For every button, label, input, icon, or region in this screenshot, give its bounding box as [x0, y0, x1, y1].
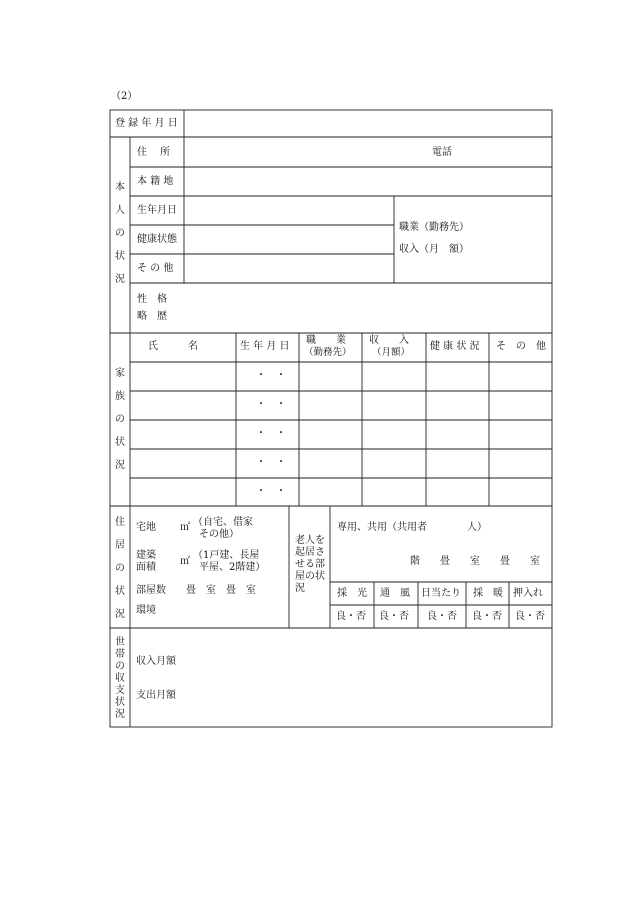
- income-label: 収入（月 額）: [399, 244, 469, 255]
- monthly-income-label: 収入月額: [136, 656, 176, 667]
- condition-label: 採 暖: [473, 588, 503, 599]
- honseki-label: 本 籍 地: [137, 176, 174, 187]
- phone-label: 電話: [432, 147, 452, 158]
- family-header-health: 健 康 状 況: [430, 341, 480, 352]
- building-type-sub: 平屋、2階建）: [199, 562, 266, 573]
- birthdate-label: 生年月日: [137, 205, 177, 216]
- land-label: 宅地: [136, 522, 156, 533]
- family-row-date: ・ ・: [256, 486, 286, 497]
- land-unit: ㎡: [180, 522, 190, 533]
- family-row-date: ・ ・: [256, 370, 286, 381]
- personality-label: 性 格: [137, 294, 167, 305]
- condition-value: 良・否: [472, 611, 502, 622]
- address-label: 住 所: [137, 147, 171, 158]
- condition-value: 良・否: [427, 611, 457, 622]
- family-header-income-sub: （月額）: [372, 347, 411, 358]
- family-header-occupation-sub: （勤務先）: [304, 347, 352, 358]
- condition-label: 押入れ: [513, 588, 543, 599]
- family-header-income: 収 入: [369, 335, 409, 346]
- rooms-label: 部屋数 畳 室 畳 室: [136, 585, 256, 596]
- family-section-label: 家 族 の 状 況: [115, 368, 125, 471]
- condition-label: 通 風: [380, 588, 410, 599]
- history-label: 略 歴: [137, 311, 167, 322]
- section-number: （2）: [111, 91, 138, 102]
- family-row-date: ・ ・: [256, 428, 286, 439]
- family-header-name: 氏 名: [148, 341, 198, 352]
- elderly-room-label: 老人を 起居さ せる部 屋の状 況: [295, 535, 325, 594]
- land-type: （自宅、借家: [193, 517, 253, 528]
- land-type-sub: その他）: [199, 529, 239, 540]
- condition-label: 採 光: [337, 588, 367, 599]
- building-label: 建築: [136, 550, 156, 561]
- building-unit: ㎡: [180, 556, 190, 567]
- occupation-label: 職業（勤務先）: [399, 222, 469, 233]
- self-section-label: 本 人 の 状 況: [115, 182, 125, 285]
- family-row-date: ・ ・: [256, 457, 286, 468]
- monthly-expense-label: 支出月額: [136, 690, 176, 701]
- health-label: 健康状態: [137, 234, 177, 245]
- family-header-other: そ の 他: [496, 341, 546, 352]
- building-label-sub: 面積: [136, 562, 156, 573]
- finance-section-label: 世 帯 の 収 支 状 況: [115, 637, 125, 720]
- family-header-occupation: 職 業: [306, 335, 346, 346]
- building-type: （1戸建、長屋: [193, 550, 260, 561]
- shared-label: 専用、共用（共用者 人）: [337, 522, 487, 533]
- condition-value: 良・否: [515, 611, 545, 622]
- condition-label: 日当たり: [421, 588, 461, 599]
- other-label: そ の 他: [137, 263, 174, 274]
- housing-section-label: 住 居 の 状 況: [115, 517, 125, 620]
- family-row-date: ・ ・: [256, 399, 286, 410]
- environment-label: 環境: [136, 605, 156, 616]
- registration-date-label: 登 録 年 月 日: [115, 118, 178, 129]
- condition-value: 良・否: [336, 611, 366, 622]
- family-header-birthdate: 生 年 月 日: [240, 341, 290, 352]
- condition-value: 良・否: [379, 611, 409, 622]
- floor-label: 階 畳 室 畳 室: [410, 556, 540, 567]
